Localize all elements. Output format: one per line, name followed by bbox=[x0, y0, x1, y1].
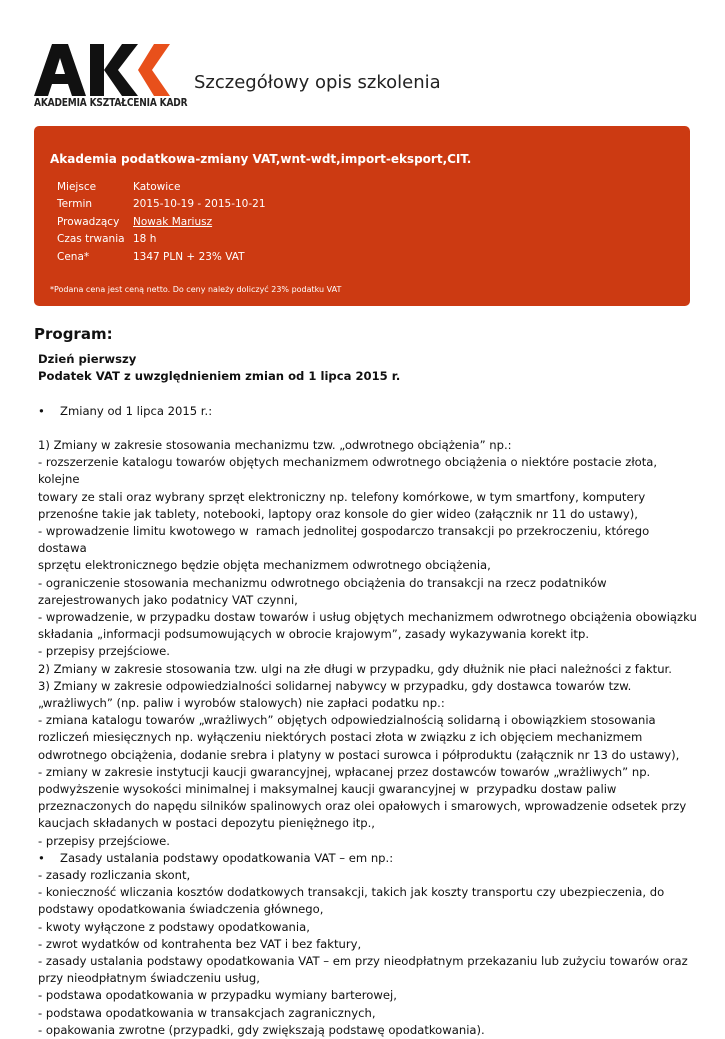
detail-value: Katowice bbox=[133, 181, 181, 193]
detail-label: Prowadzący bbox=[57, 215, 120, 228]
trainer-link[interactable]: Nowak Mariusz bbox=[133, 215, 213, 228]
program-line: - zmiany w zakresie instytucji kaucji gwarancyjnej, wpłacanej przez dostawców towarów „wrażliwych” np. bbox=[38, 764, 651, 779]
program-line: kaucjach składanych w postaci depozytu pieniężnego itp., bbox=[38, 816, 375, 831]
detail-label: Termin bbox=[57, 198, 93, 211]
program-line: - zwrot wydatków od kontrahenta bez VAT i bez faktury, bbox=[38, 936, 362, 951]
bullet-icon: • bbox=[38, 403, 45, 418]
program-line: odwrotnego obciążenia, dodanie srebra i platyny w postaci surowca i półproduktu (załącznik nr 13 do ustawy), bbox=[38, 747, 680, 762]
program-content bbox=[38, 351, 698, 1039]
program-line: przy nieodpłatnym świadczeniu usług, bbox=[38, 971, 260, 986]
program-line: 2) Zmiany w zakresie stosowania tzw. ulgi na złe długi w przypadku, gdy dłużnik nie płaci należności z faktur. bbox=[38, 661, 672, 676]
program-line: zarejestrowanych jako podatnicy VAT czynni, bbox=[38, 592, 298, 607]
bullet-text: Zmiany od 1 lipca 2015 r.: bbox=[60, 403, 213, 418]
day-title: Dzień pierwszy bbox=[38, 352, 137, 366]
program-line: - ograniczenie stosowania mechanizmu odwrotnego obciążenia do transakcji na rzecz podatników bbox=[38, 575, 607, 590]
detail-value: 18 h bbox=[133, 233, 157, 246]
program-line: składania „informacji podsumowujących w obrocie krajowym”, zasady wykazywania korekt itp. bbox=[38, 627, 590, 642]
detail-label: Czas trwania bbox=[57, 233, 125, 246]
program-line: - konieczność wliczania kosztów dodatkowych transakcji, takich jak koszty transportu czy ubezpieczenia, do bbox=[38, 885, 665, 900]
detail-value: 1347 PLN + 23% VAT bbox=[133, 250, 245, 263]
program-line: - rozszerzenie katalogu towarów objętych mechanizmem odwrotnego obciążenia o niektóre postacie złota, kolejne bbox=[38, 455, 661, 487]
program-lines-a bbox=[38, 437, 698, 850]
program-line: - zasady rozliczania skont, bbox=[38, 868, 191, 883]
program-line: - zasady ustalania podstawy opodatkowania VAT – em przy nieodpłatnym przekazaniu lub zużyciu towarów oraz bbox=[38, 954, 688, 969]
program-line: - wprowadzenie limitu kwotowego w ramach jednolitej gospodarczo transakcji po przekroczeniu, którego dostawa bbox=[38, 524, 653, 556]
detail-row-date bbox=[57, 196, 266, 213]
program-line: podwyższenie wysokości minimalnej i maksymalnej kaucji gwarancyjnej w przypadku dostaw paliw bbox=[38, 782, 617, 797]
program-line: - przepisy przejściowe. bbox=[38, 833, 170, 848]
detail-row-price bbox=[57, 249, 266, 266]
bullet-item bbox=[38, 403, 698, 420]
program-line: - podstawa opodatkowania w przypadku wymiany barterowej, bbox=[38, 988, 397, 1003]
program-line: - kwoty wyłączone z podstawy opodatkowania, bbox=[38, 919, 310, 934]
program-line: przeznaczonych do napędu silników spalinowych oraz olei opałowych i smarowych, wprowadzenie odsetek przy bbox=[38, 799, 687, 814]
program-line: - podstawa opodatkowania w transakcjach zagranicznych, bbox=[38, 1005, 376, 1020]
program-line: towary ze stali oraz wybrany sprzęt elektroniczny np. telefony komórkowe, w tym smartfony, komputery bbox=[38, 489, 646, 504]
program-line: 3) Zmiany w zakresie odpowiedzialności solidarnej nabywcy w przypadku, gdy dostawca towarów tzw. bbox=[38, 678, 632, 693]
program-heading: Program: bbox=[34, 325, 113, 343]
detail-row-location bbox=[57, 179, 266, 196]
program-line: sprzętu elektronicznego będzie objęta mechanizmem odwrotnego obciążenia, bbox=[38, 558, 491, 573]
course-details bbox=[57, 179, 266, 266]
program-line: - przepisy przejściowe. bbox=[38, 644, 170, 659]
logo-mark bbox=[34, 40, 174, 98]
detail-value: 2015-10-19 - 2015-10-21 bbox=[133, 198, 266, 211]
course-info-banner bbox=[34, 126, 690, 306]
company-logo bbox=[34, 40, 188, 116]
detail-label: Miejsce bbox=[57, 181, 97, 193]
price-note: *Podana cena jest ceną netto. Do ceny należy doliczyć 23% podatku VAT bbox=[50, 285, 342, 294]
bullet-text: Zasady ustalania podstawy opodatkowania VAT – em np.: bbox=[60, 850, 394, 865]
program-subtitle: Podatek VAT z uwzględnieniem zmian od 1 lipca 2015 r. bbox=[38, 369, 401, 384]
detail-label: Cena* bbox=[57, 250, 90, 263]
logo-caption: AKADEMIA KSZTAŁCENIA KADR bbox=[34, 97, 188, 109]
program-line: podstawy opodatkowania świadczenia głównego, bbox=[38, 902, 324, 917]
program-line: rozliczeń miesięcznych np. wyłączeniu niektórych postaci złota w związku z ich objęciem mechanizmem bbox=[38, 730, 643, 745]
bullet-icon: • bbox=[38, 850, 45, 865]
course-title: Akademia podatkowa-zmiany VAT,wnt-wdt,import-eksport,CIT. bbox=[50, 152, 472, 166]
detail-row-trainer bbox=[57, 214, 266, 231]
document-title: Szczegółowy opis szkolenia bbox=[194, 72, 441, 93]
program-line: „wrażliwych” (np. paliw i wyrobów stalowych) nie zapłaci podatku np.: bbox=[38, 696, 445, 711]
program-line: - zmiana katalogu towarów „wrażliwych” objętych odpowiedzialnością solidarną i obowiązkiem stosowania bbox=[38, 713, 656, 728]
detail-row-duration bbox=[57, 231, 266, 248]
program-line: 1) Zmiany w zakresie stosowania mechanizmu tzw. „odwrotnego obciążenia” np.: bbox=[38, 437, 512, 452]
program-line: przenośne takie jak tablety, notebooki, laptopy oraz konsole do gier wideo (załącznik nr 11 do ustawy), bbox=[38, 506, 638, 521]
bullet-item bbox=[38, 850, 698, 867]
program-lines-b bbox=[38, 867, 698, 1039]
program-line: - opakowania zwrotne (przypadki, gdy zwiększają podstawę opodatkowania). bbox=[38, 1022, 485, 1037]
program-line: - wprowadzenie, w przypadku dostaw towarów i usług objętych mechanizmem odwrotnego obciążenia obowiązku bbox=[38, 610, 697, 625]
